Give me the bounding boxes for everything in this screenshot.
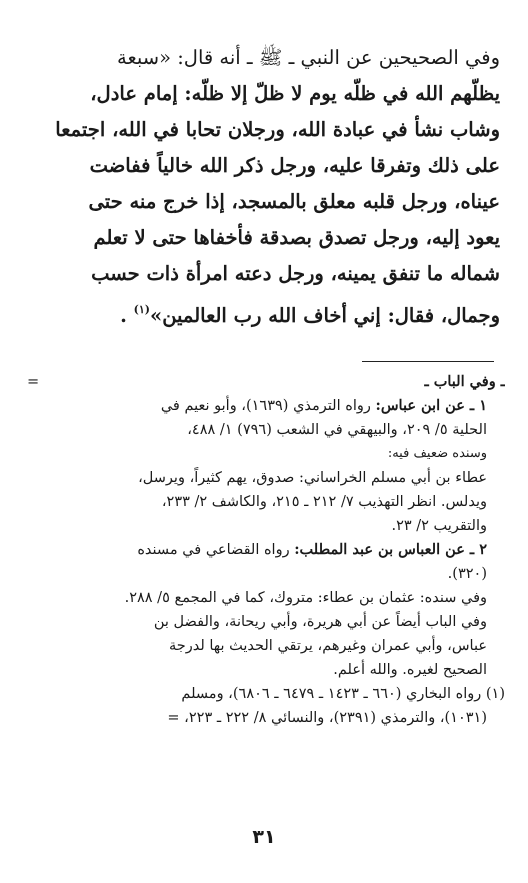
- note-2-heading: ٢ ـ عن العباس بن عبد المطلب:: [294, 541, 487, 558]
- note-line: [25, 538, 505, 562]
- text-line: [30, 148, 500, 184]
- text-line: [30, 220, 500, 256]
- note-line: [25, 418, 505, 442]
- note-line: [25, 610, 505, 634]
- note-line: [25, 466, 505, 490]
- continuation-mark: =: [27, 374, 40, 390]
- text-line-bold: عيناه، ورجل قلبه معلق بالمسجد، إذا خرج منه حتى: [88, 190, 500, 213]
- footnote-separator: [362, 361, 494, 362]
- footnote-text: (١٠٣١)، والترمذي (٢٣٩١)، والنسائي ٨/ ٢٢٢ ـ ٢٢٣، =: [167, 710, 487, 726]
- note-line: [25, 490, 505, 514]
- note-line: [25, 514, 505, 538]
- footnote-marker[interactable]: (١): [133, 303, 151, 316]
- note-line: [25, 634, 505, 658]
- text-line-intro: وفي الصحيحين عن النبي ـ ﷺ ـ أنه قال: «سبعة: [117, 46, 500, 69]
- text-line: [30, 112, 500, 148]
- note-text: عباس، وأبي عمران وغيرهم، يرتقي الحديث بها لدرجة: [169, 638, 487, 654]
- section-heading-line: [25, 370, 505, 394]
- text-line-bold: شماله ما تنفق يمينه، ورجل دعته امرأة ذات حسب: [91, 262, 500, 285]
- note-text: رواه الترمذي (١٦٣٩)، وأبو نعيم في: [160, 398, 376, 414]
- note-text: وفي سنده: عثمان بن عطاء: متروك، كما في المجمع ٥/ ٢٨٨.: [124, 590, 487, 606]
- section-title: ـ وفي الباب ـ: [424, 373, 505, 390]
- note-text: رواه القضاعي في مسنده: [137, 542, 295, 558]
- hadith-text: [30, 40, 500, 328]
- note-line: [25, 442, 505, 466]
- footnote-line: [25, 706, 505, 730]
- note-text: وسنده ضعيف فيه:: [387, 446, 487, 461]
- text-line: [30, 256, 500, 292]
- footnote-number: (١): [485, 686, 505, 702]
- text-line-bold: يظلّهم الله في ظلّه يوم لا ظلّ إلا ظلّه: إمام عادل،: [90, 82, 500, 105]
- footnotes: [25, 370, 505, 730]
- text-line: [30, 184, 500, 220]
- note-text: وفي الباب أيضاً عن أبي هريرة، وأبي ريحانة، والفضل بن: [153, 614, 487, 630]
- text-line: [30, 292, 500, 328]
- text-line-bold: على ذلك وتفرقا عليه، ورجل ذكر الله خالياً ففاضت: [89, 154, 500, 177]
- text-line: [30, 76, 500, 112]
- sentence-end: .: [120, 304, 127, 327]
- note-text: الحلية ٥/ ٢٠٩، والبيهقي في الشعب (٧٩٦) ١/ ٤٨٨،: [187, 422, 487, 438]
- note-1-heading: ١ ـ عن ابن عباس:: [375, 397, 487, 414]
- note-line: [25, 562, 505, 586]
- note-text: (٣٢٠).: [447, 566, 487, 582]
- note-text: الصحيح لغيره. والله أعلم.: [333, 662, 487, 678]
- note-line: [25, 586, 505, 610]
- text-line-bold: يعود إليه، ورجل تصدق بصدقة فأخفاها حتى لا تعلم: [93, 226, 500, 249]
- text-line-bold: وجمال، فقال: إني أخاف الله رب العالمين»: [150, 304, 500, 327]
- text-line: [30, 40, 500, 76]
- text-line-bold: وشاب نشأ في عبادة الله، ورجلان تحابا في الله، اجتمعا: [55, 118, 500, 141]
- page-number: ٣١: [252, 826, 276, 848]
- note-text: ويدلس. انظر التهذيب ٧/ ٢١٢ ـ ٢١٥، والكاشف ٢/ ٢٣٣،: [161, 494, 487, 510]
- note-line: [25, 394, 505, 418]
- note-line: [25, 658, 505, 682]
- note-text: والتقريب ٢/ ٢٣.: [391, 518, 487, 534]
- note-text: عطاء بن أبي مسلم الخراساني: صدوق، يهم كثيراً، ويرسل،: [138, 470, 487, 486]
- footnote-text: رواه البخاري (٦٦٠ ـ ١٤٢٣ ـ ٦٤٧٩ ـ ٦٨٠٦)، ومسلم: [181, 686, 486, 702]
- footnote-line: [25, 682, 505, 706]
